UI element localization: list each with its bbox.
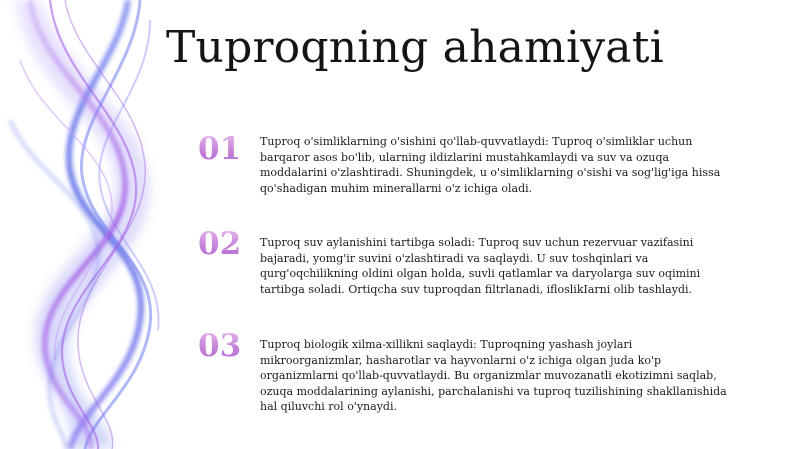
item-number: 01 [198,134,248,165]
item-text: Tuproq o'simliklarning o'sishini qo'llab-quvvatlaydi: Tuproq o'simliklar uchun barqaror asos bo'lib, ularning ildizlarini mustahkamlaydi va suv va ozuqa moddalarini o'zlashtiradi. Shuningdek, u o'simliklarning o'sishi va sog'lig'iga hissa qo'shadigan muhim minerallarni o'z ichiga oladi. [260,135,721,195]
slide-title: Tuproqning ahamiyati [166,22,664,73]
item-number: 03 [198,331,248,362]
item-text: Tuproq suv aylanishini tartibga soladi: Tuproq suv uchun rezervuar vazifasini bajaradi, yomg'ir suvini o'zlashtiradi va saqlaydi. U suv toshqinlari va qurg'oqchilikning oldini olgan holda, suvli qatlamlar va daryolarga suv oqimini tartibga soladi. Ortiqcha suv tuproqdan filtrlanadi, ifloslikIarni olib tashlaydi. [260,236,701,296]
item-number: 02 [198,229,248,260]
item-text: Tuproq biologik xilma-xillikni saqlaydi: Tuproqning yashash joylari mikroorganizmlar, hasharotlar va hayvonlarni o'z ichiga olgan juda ko'p organizmlarni qo'llab-quvvatlaydi. Bu organizmlar muvozanatli ekotizimni saqlab, ozuqa moddalarining aylanishi, parchalanishi va tuproq tuzilishining shakllanishida hal qiluvchi rol o'ynaydi. [260,338,727,414]
